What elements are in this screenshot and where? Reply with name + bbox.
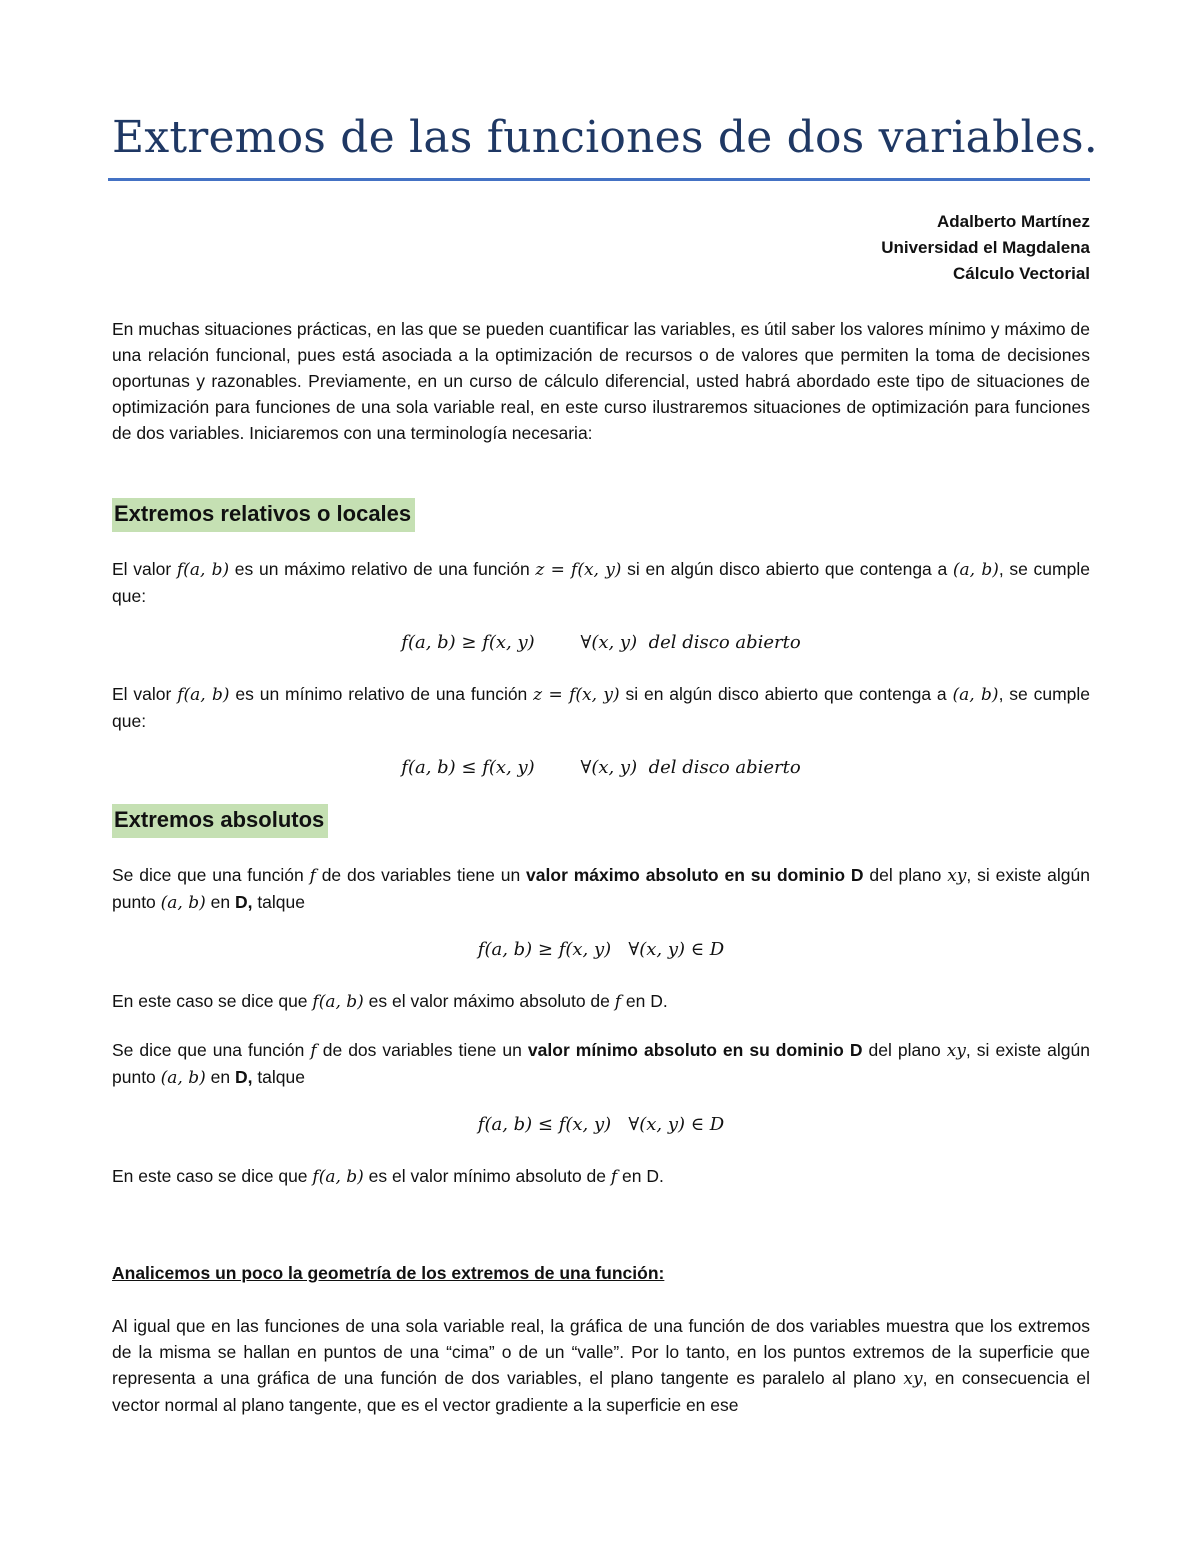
title-underline-rule [108, 178, 1090, 181]
section-heading-relative-extrema: Extremos relativos o locales [112, 498, 415, 532]
absolute-max-formula: f(a, b) ≥ f(x, y) ∀(x, y) ∈ D [477, 939, 725, 960]
intro-paragraph: En muchas situaciones prácticas, en las que se pueden cuantificar las variables, es útil saber los valores mínimo y máximo de una relación funcional, pues está asociada a la optimización de recursos o de valores que permiten la toma de decisiones oportunas y razonables. Previamente, en un curso de cálculo diferencial, usted habrá abordado este tipo de situaciones de optimización para funciones de una sola variable real, en este curso ilustraremos situaciones de optimización para funciones de dos variables. Iniciaremos con una terminología necesaria: [112, 319, 1090, 443]
absolute-min-formula: f(a, b) ≤ f(x, y) ∀(x, y) ∈ D [477, 1114, 725, 1135]
section-heading-geometry: Analicemos un poco la geometría de los extremos de una función: [112, 1263, 665, 1283]
absolute-min-definition: Se dice que una función f de dos variables tiene un valor mínimo absoluto en su dominio D del plano xy, si existe algún punto (a, b) en D, talque [112, 1040, 1090, 1088]
section-heading-absolute-extrema: Extremos absolutos [112, 804, 328, 838]
relative-max-definition: El valor f(a, b) es un máximo relativo de una función z = f(x, y) si en algún disco abierto que contenga a (a, b), se cumple que: [112, 559, 1090, 606]
absolute-max-conclusion: En este caso se dice que f(a, b) es el valor máximo absoluto de f en D. [112, 991, 668, 1012]
relative-min-formula: f(a, b) ≤ f(x, y) ∀(x, y) del disco abierto [401, 757, 801, 778]
geometry-paragraph: Al igual que en las funciones de una sola variable real, la gráfica de una función de dos variables muestra que los extremos de la misma se hallan en puntos de una “cima” o de un “valle”. Por lo tanto, en los puntos extremos de la superficie que representa a una gráfica de una función de dos variables, el plano tangente es paralelo al plano xy, en consecuencia el vector normal al plano tangente, que es el vector gradiente a la superficie en ese [112, 1316, 1090, 1415]
relative-min-definition: El valor f(a, b) es un mínimo relativo de una función z = f(x, y) si en algún disco abierto que contenga a (a, b), se cumple que: [112, 684, 1091, 731]
absolute-max-definition: Se dice que una función f de dos variables tiene un valor máximo absoluto en su dominio D del plano xy, si existe algún punto (a, b) en D, talque [112, 865, 1090, 913]
document-title: Extremos de las funciones de dos variables. [112, 112, 1098, 163]
author-institution: Universidad el Magdalena [881, 238, 1090, 257]
author-course: Cálculo Vectorial [953, 264, 1090, 283]
relative-max-formula: f(a, b) ≥ f(x, y) ∀(x, y) del disco abierto [401, 632, 801, 653]
absolute-min-conclusion: En este caso se dice que f(a, b) es el valor mínimo absoluto de f en D. [112, 1166, 664, 1187]
author-name: Adalberto Martínez [936, 212, 1090, 231]
